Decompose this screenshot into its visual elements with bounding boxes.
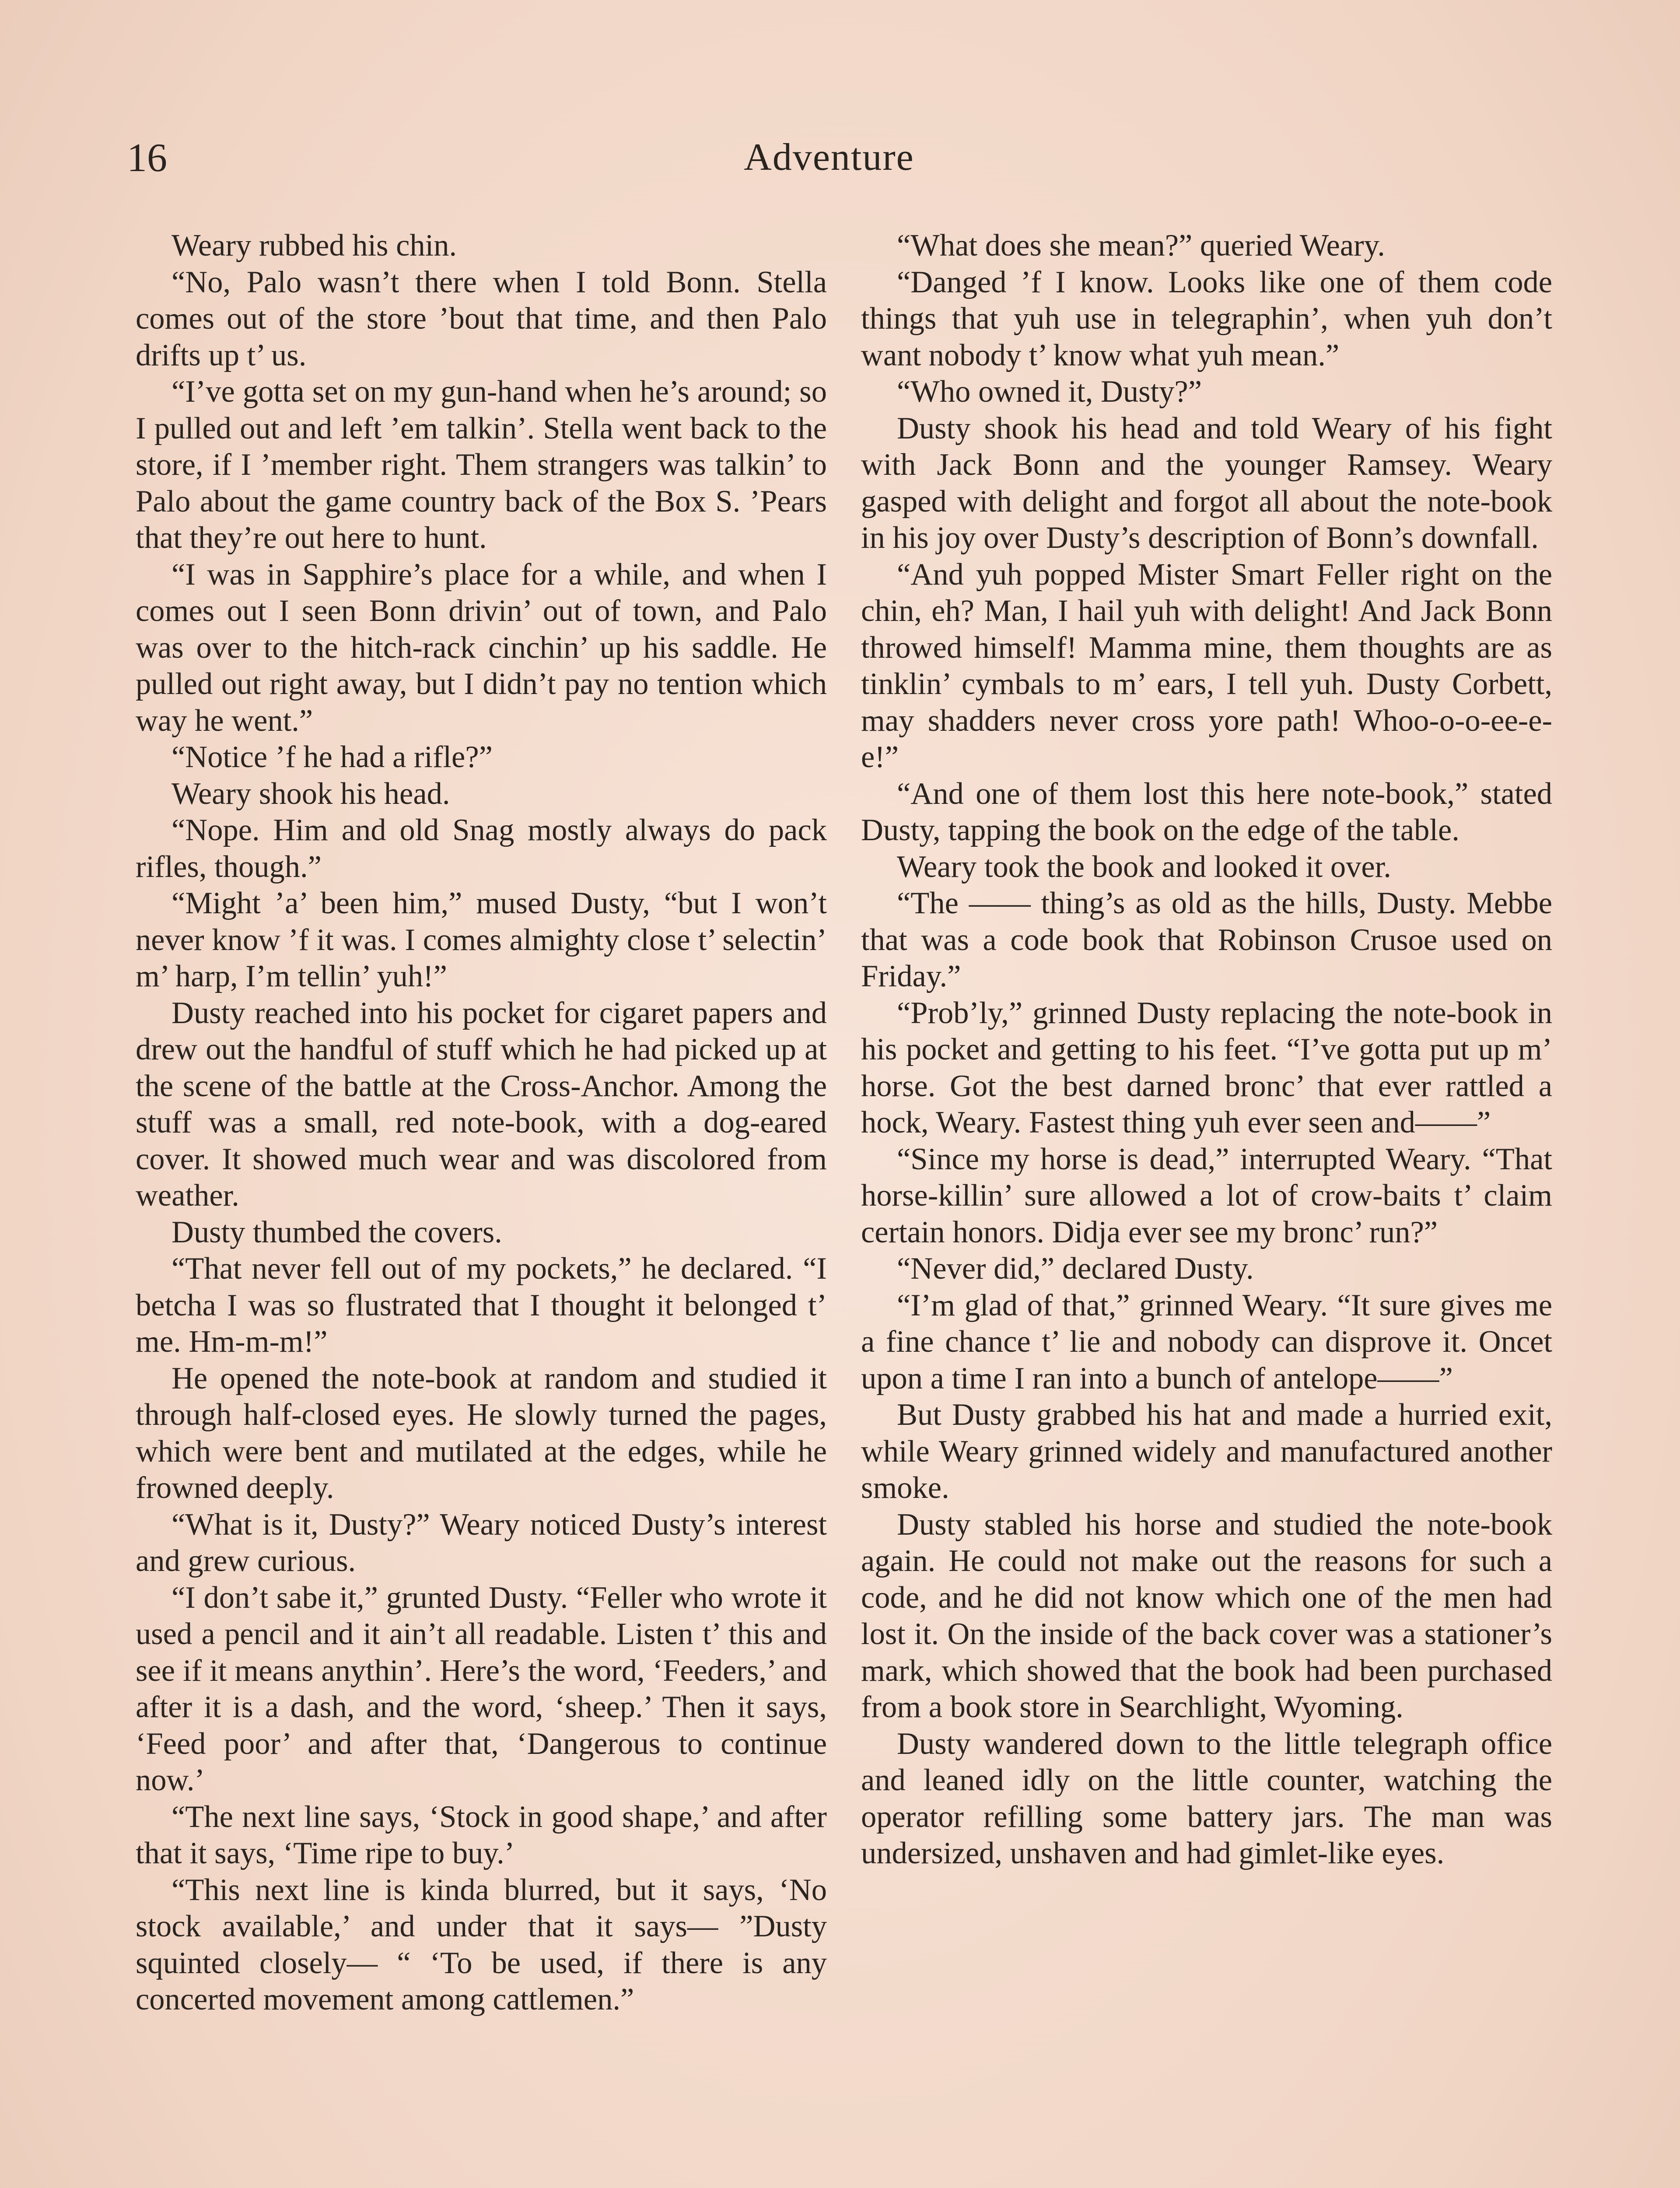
paragraph: “That never fell out of my pockets,” he declared. “I betcha I was so flustrated that I thought it belonged t’ me. Hm-m-m!” <box>136 1252 827 1359</box>
paragraph: Dusty thumbed the covers. <box>172 1215 502 1249</box>
paragraph: “Who owned it, Dusty?” <box>897 375 1202 409</box>
paragraph: Weary shook his head. <box>172 776 450 811</box>
paragraph: “And one of them lost this here note-book,” stated Dusty, tapping the book on the edge of the table. <box>861 776 1552 847</box>
paragraph: Weary took the book and looked it over. <box>897 849 1391 884</box>
paragraph: “No, Palo wasn’t there when I told Bonn. Stella comes out of the store ’bout that time, and then Palo drifts up t’ us. <box>136 265 827 372</box>
paragraph: “And yuh popped Mister Smart Feller right on the chin, eh? Man, I hail yuh with delight! And Jack Bonn throwed himself! Mamma mine, them thoughts are as tinklin’ cymbals to m’ ears, I tell yuh. Dusty Corbett, may shadders never cross yore path! Whoo-o-o-ee-e-e!” <box>861 557 1552 774</box>
paragraph: “Might ’a’ been him,” mused Dusty, “but I won’t never know ’f it was. I comes almighty close t’ selectin’ m’ harp, I’m tellin’ yuh!” <box>136 886 827 993</box>
paragraph: “I don’t sabe it,” grunted Dusty. “Feller who wrote it used a pencil and it ain’t all readable. Listen t’ this and see if it means anythin’. Here’s the word, ‘Feeders,’ and after it is a dash, and the word, ‘sheep.’ Then it says, ‘Feed poor’ and after that, ‘Dangerous to continue now.’ <box>136 1580 827 1797</box>
paragraph: “The —— thing’s as old as the hills, Dusty. Mebbe that was a code book that Robinson Crusoe used on Friday.” <box>861 886 1552 993</box>
paragraph: “Since my horse is dead,” interrupted Weary. “That horse-killin’ sure allowed a lot of crow-baits t’ claim certain honors. Didja ever see my bronc’ run?” <box>861 1142 1552 1249</box>
paragraph: “The next line says, ‘Stock in good shape,’ and after that it says, ‘Time ripe to buy.’ <box>136 1799 827 1870</box>
paragraph: “I’m glad of that,” grinned Weary. “It sure gives me a fine chance t’ lie and nobody can disprove it. Oncet upon a time I ran into a bunch of antelope——” <box>861 1288 1552 1396</box>
paragraph: “I was in Sapphire’s place for a while, and when I comes out I seen Bonn drivin’ out of town, and Palo was over to the hitch-rack cinchin’ up his saddle. He pulled out right away, but I didn’t pay no tention which way he went.” <box>136 557 827 738</box>
paragraph: “I’ve gotta set on my gun-hand when he’s around; so I pulled out and left ’em talkin’. Stella went back to the store, if I ’member right. Them strangers was talkin’ to Palo about the game country back of the Box S. ’Pears that they’re out here to hunt. <box>136 375 827 555</box>
paragraph: “What does she mean?” queried Weary. <box>897 228 1385 263</box>
left-column <box>136 228 827 2018</box>
paragraph: “Prob’ly,” grinned Dusty replacing the note-book in his pocket and getting to his feet. “I’ve gotta put up m’ horse. Got the best darned bronc’ that ever rattled a hock, Weary. Fastest thing yuh ever seen and——” <box>861 996 1552 1140</box>
paragraph: “Danged ’f I know. Looks like one of them code things that yuh use in telegraphin’, when yuh don’t want nobody t’ know what yuh mean.” <box>861 265 1552 372</box>
paragraph: He opened the note-book at random and studied it through half-closed eyes. He slowly turned the pages, which were bent and mutilated at the edges, while he frowned deeply. <box>136 1361 827 1505</box>
paragraph: “Nope. Him and old Snag mostly always do pack rifles, though.” <box>136 813 827 884</box>
paragraph: Dusty stabled his horse and studied the note-book again. He could not make out the reasons for such a code, and he did not know which one of the men had lost it. On the inside of the back cover was a stationer’s mark, which showed that the book had been purchased from a book store in Searchlight, Wyoming. <box>861 1507 1552 1724</box>
running-title: Adventure <box>744 136 914 179</box>
paragraph: Dusty shook his head and told Weary of his fight with Jack Bonn and the younger Ramsey. Weary gasped with delight and forgot all about the note-book in his joy over Dusty’s description of Bonn’s downfall. <box>861 411 1552 555</box>
paragraph: But Dusty grabbed his hat and made a hurried exit, while Weary grinned widely and manufactured another smoke. <box>861 1398 1552 1505</box>
right-column <box>861 228 1552 1872</box>
paragraph: Weary rubbed his chin. <box>172 228 457 263</box>
paragraph: Dusty reached into his pocket for cigaret papers and drew out the handful of stuff which he had picked up at the scene of the battle at the Cross-Anchor. Among the stuff was a small, red note-book, with a dog-eared cover. It showed much wear and was discolored from weather. <box>136 996 827 1213</box>
paragraph: “Notice ’f he had a rifle?” <box>172 740 493 774</box>
page-header <box>127 131 1531 184</box>
page-number: 16 <box>127 135 167 180</box>
paragraph: “Never did,” declared Dusty. <box>897 1252 1254 1286</box>
paragraph: “What is it, Dusty?” Weary noticed Dusty’s interest and grew curious. <box>136 1507 827 1578</box>
paragraph: “This next line is kinda blurred, but it says, ‘No stock available,’ and under that it says— ”Dusty squinted closely— “ ‘To be used, if there is any concerted movement among cattlemen.” <box>136 1872 827 2016</box>
paragraph: Dusty wandered down to the little telegraph office and leaned idly on the little counter, watching the operator refilling some battery jars. The man was undersized, unshaven and had gimlet-like eyes. <box>861 1726 1552 1870</box>
